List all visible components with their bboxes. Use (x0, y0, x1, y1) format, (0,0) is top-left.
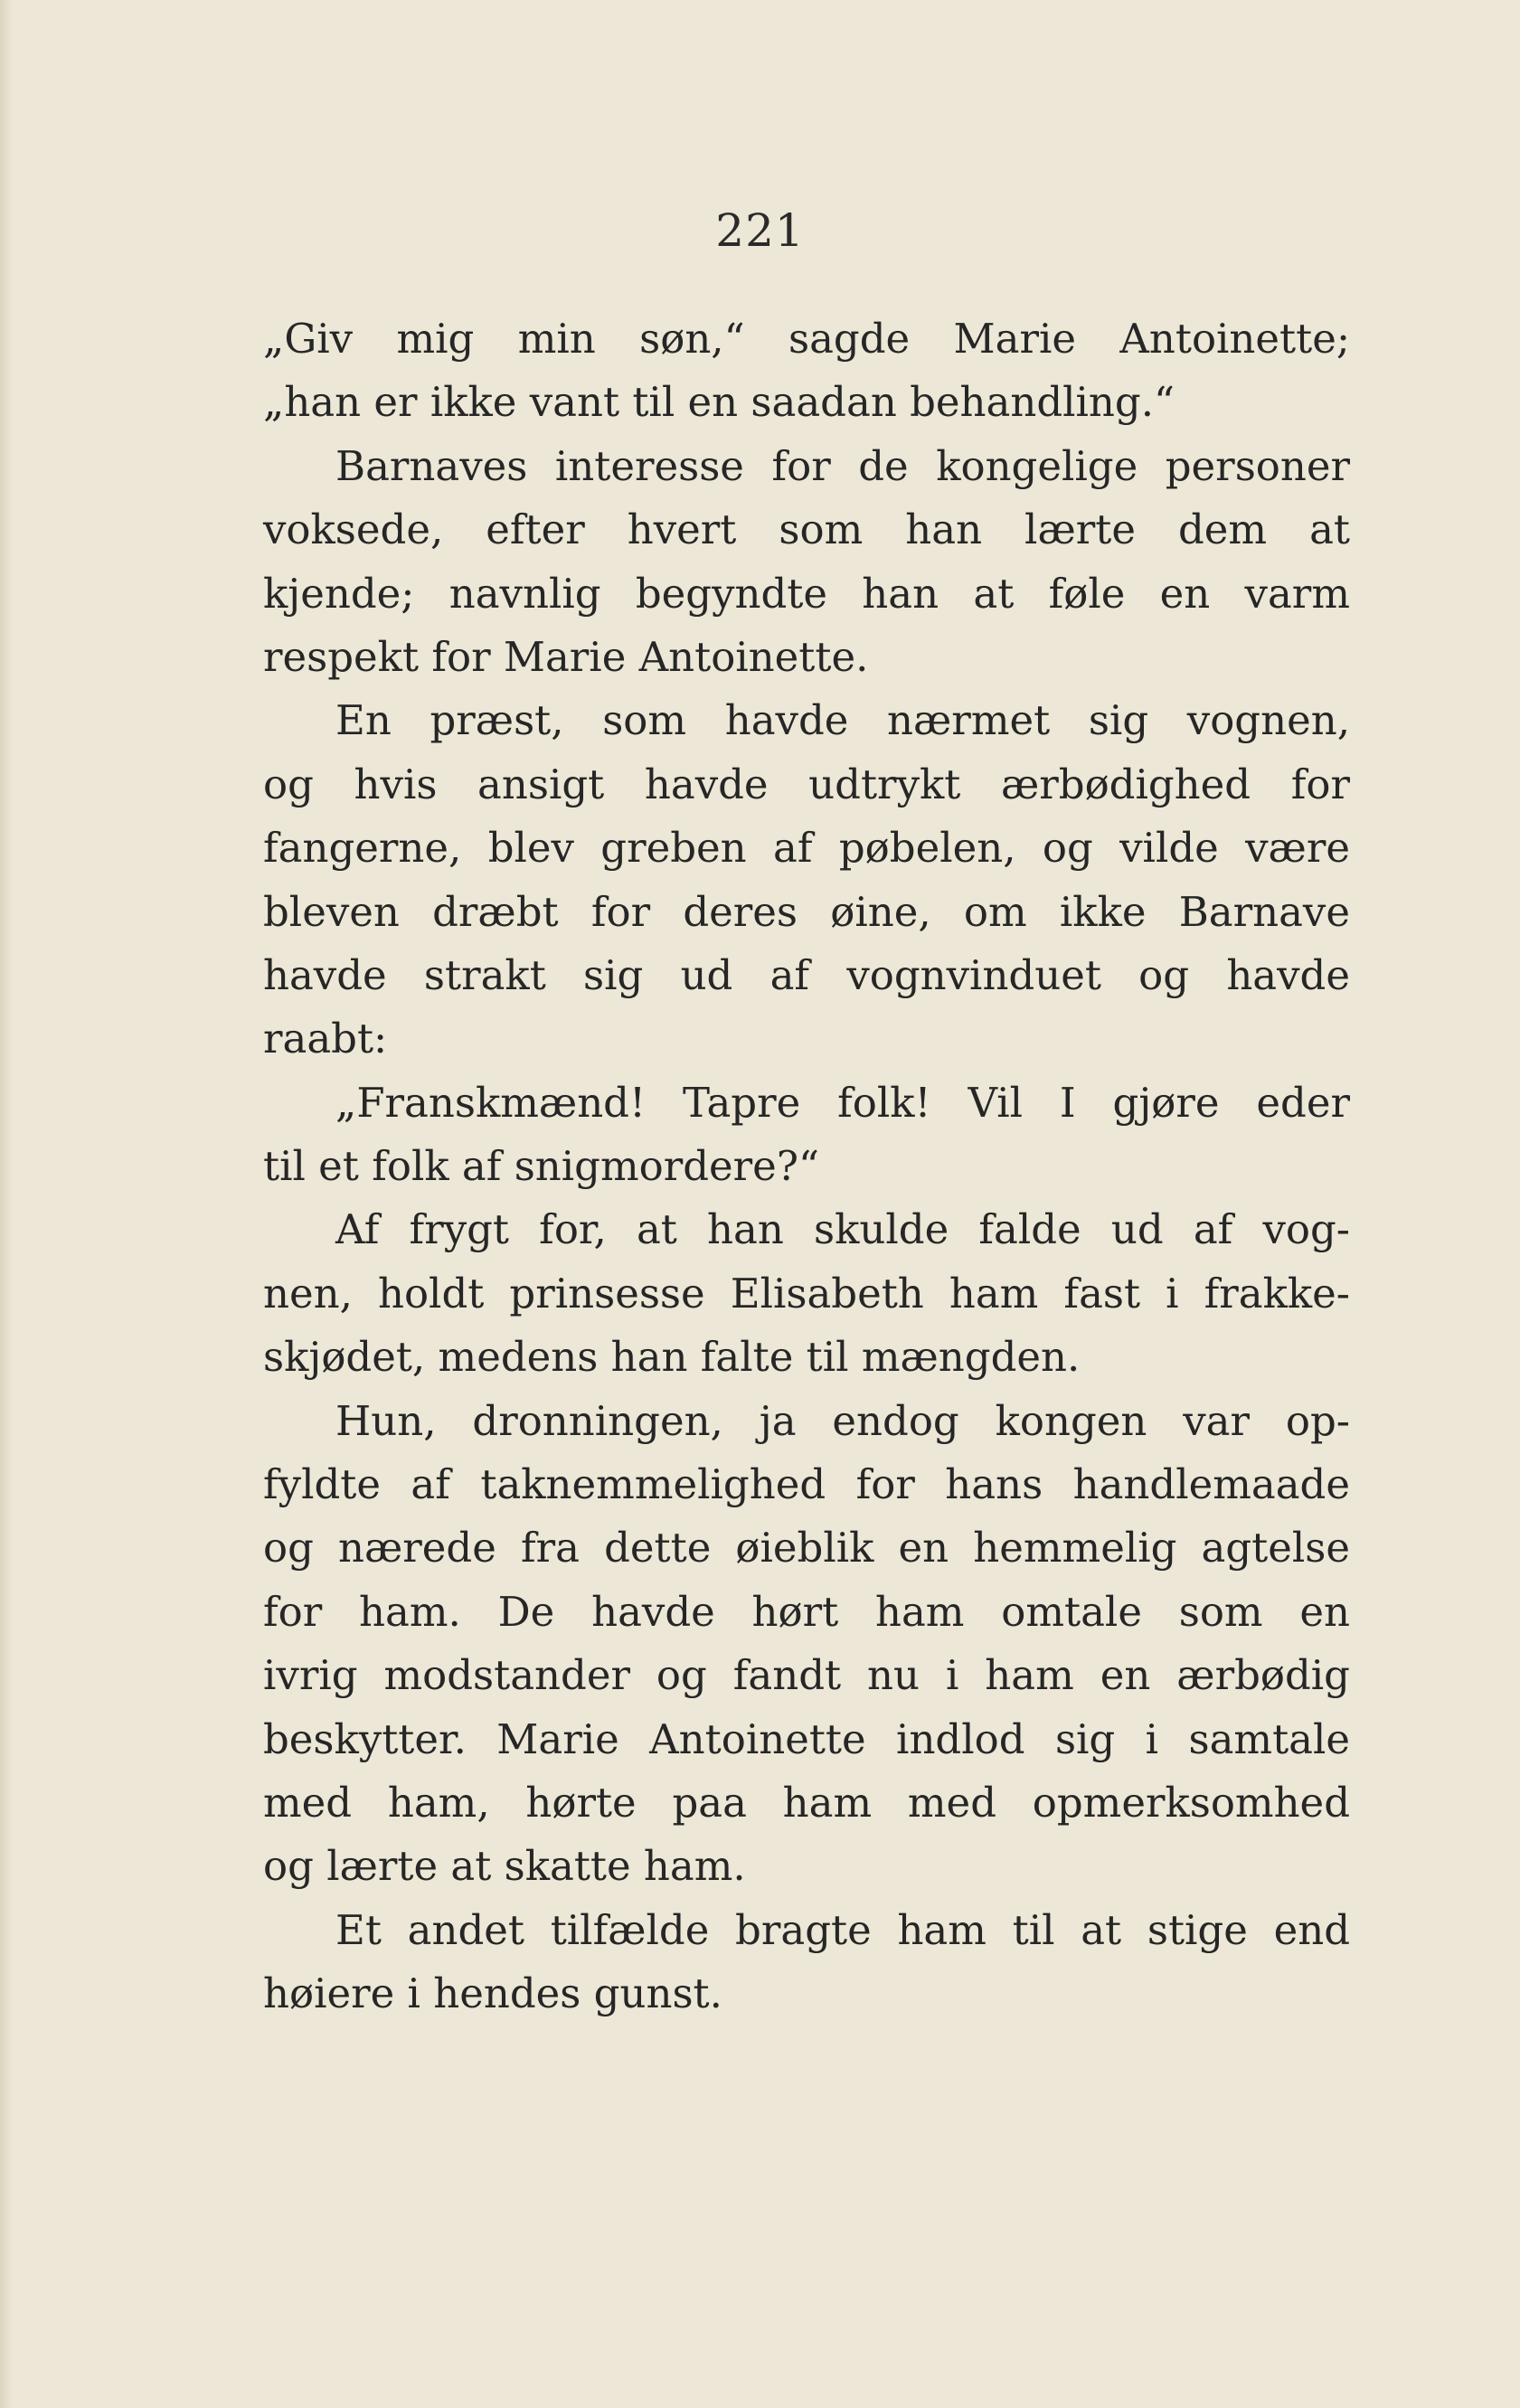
text-line: Et andet tilfælde bragte ham til at stige end (335, 1905, 1350, 1954)
text-line: ivrig modstander og fandt nu i ham en ærbødig (263, 1651, 1350, 1700)
page-edge-shadow (0, 0, 13, 2408)
text-line: raabt: (263, 1015, 388, 1063)
body-text (263, 307, 1350, 2026)
text-line: og nærede fra dette øieblik en hemmelig agtelse (263, 1524, 1350, 1572)
text-line: Hun, dronningen, ja endog kongen var op- (335, 1396, 1350, 1445)
text-line: kjende; navnlig begyndte han at føle en varm (263, 569, 1350, 618)
text-line: „han er ikke vant til en saadan behandling.“ (263, 378, 1175, 427)
text-line: „Franskmænd! Tapre folk! Vil I gjøre eder (335, 1078, 1350, 1127)
text-line: bleven dræbt for deres øine, om ikke Barnave (263, 887, 1350, 936)
text-line: og lærte at skatte ham. (263, 1842, 746, 1891)
text-line: fangerne, blev greben af pøbelen, og vilde være (263, 824, 1350, 873)
text-line: skjødet, medens han falte til mængden. (263, 1333, 1081, 1382)
text-line: beskytter. Marie Antoinette indlod sig i samtale (263, 1714, 1350, 1763)
text-line: nen, holdt prinsesse Elisabeth ham fast i frakke- (263, 1269, 1350, 1317)
text-line: havde strakt sig ud af vognvinduet og havde (263, 950, 1350, 999)
text-line: voksede, efter hvert som han lærte dem at (263, 505, 1350, 554)
text-line: til et folk af snigmordere?“ (263, 1142, 819, 1191)
text-line: og hvis ansigt havde udtrykt ærbødighed for (263, 760, 1350, 808)
page-number: 221 (715, 204, 805, 257)
text-line: „Giv mig min søn,“ sagde Marie Antoinette; (263, 315, 1350, 363)
text-line: Af frygt for, at han skulde falde ud af vog- (335, 1205, 1350, 1254)
text-line: fyldte af taknemmelighed for hans handlemaade (263, 1460, 1350, 1509)
text-line: En præst, som havde nærmet sig vognen, (335, 696, 1350, 745)
text-line: respekt for Marie Antoinette. (263, 632, 869, 681)
text-line: høiere i hendes gunst. (263, 1969, 722, 2018)
text-line: Barnaves interesse for de kongelige personer (335, 441, 1350, 490)
text-line: for ham. De havde hørt ham omtale som en (263, 1587, 1350, 1636)
text-line: med ham, hørte paa ham med opmerksomhed (263, 1778, 1350, 1827)
